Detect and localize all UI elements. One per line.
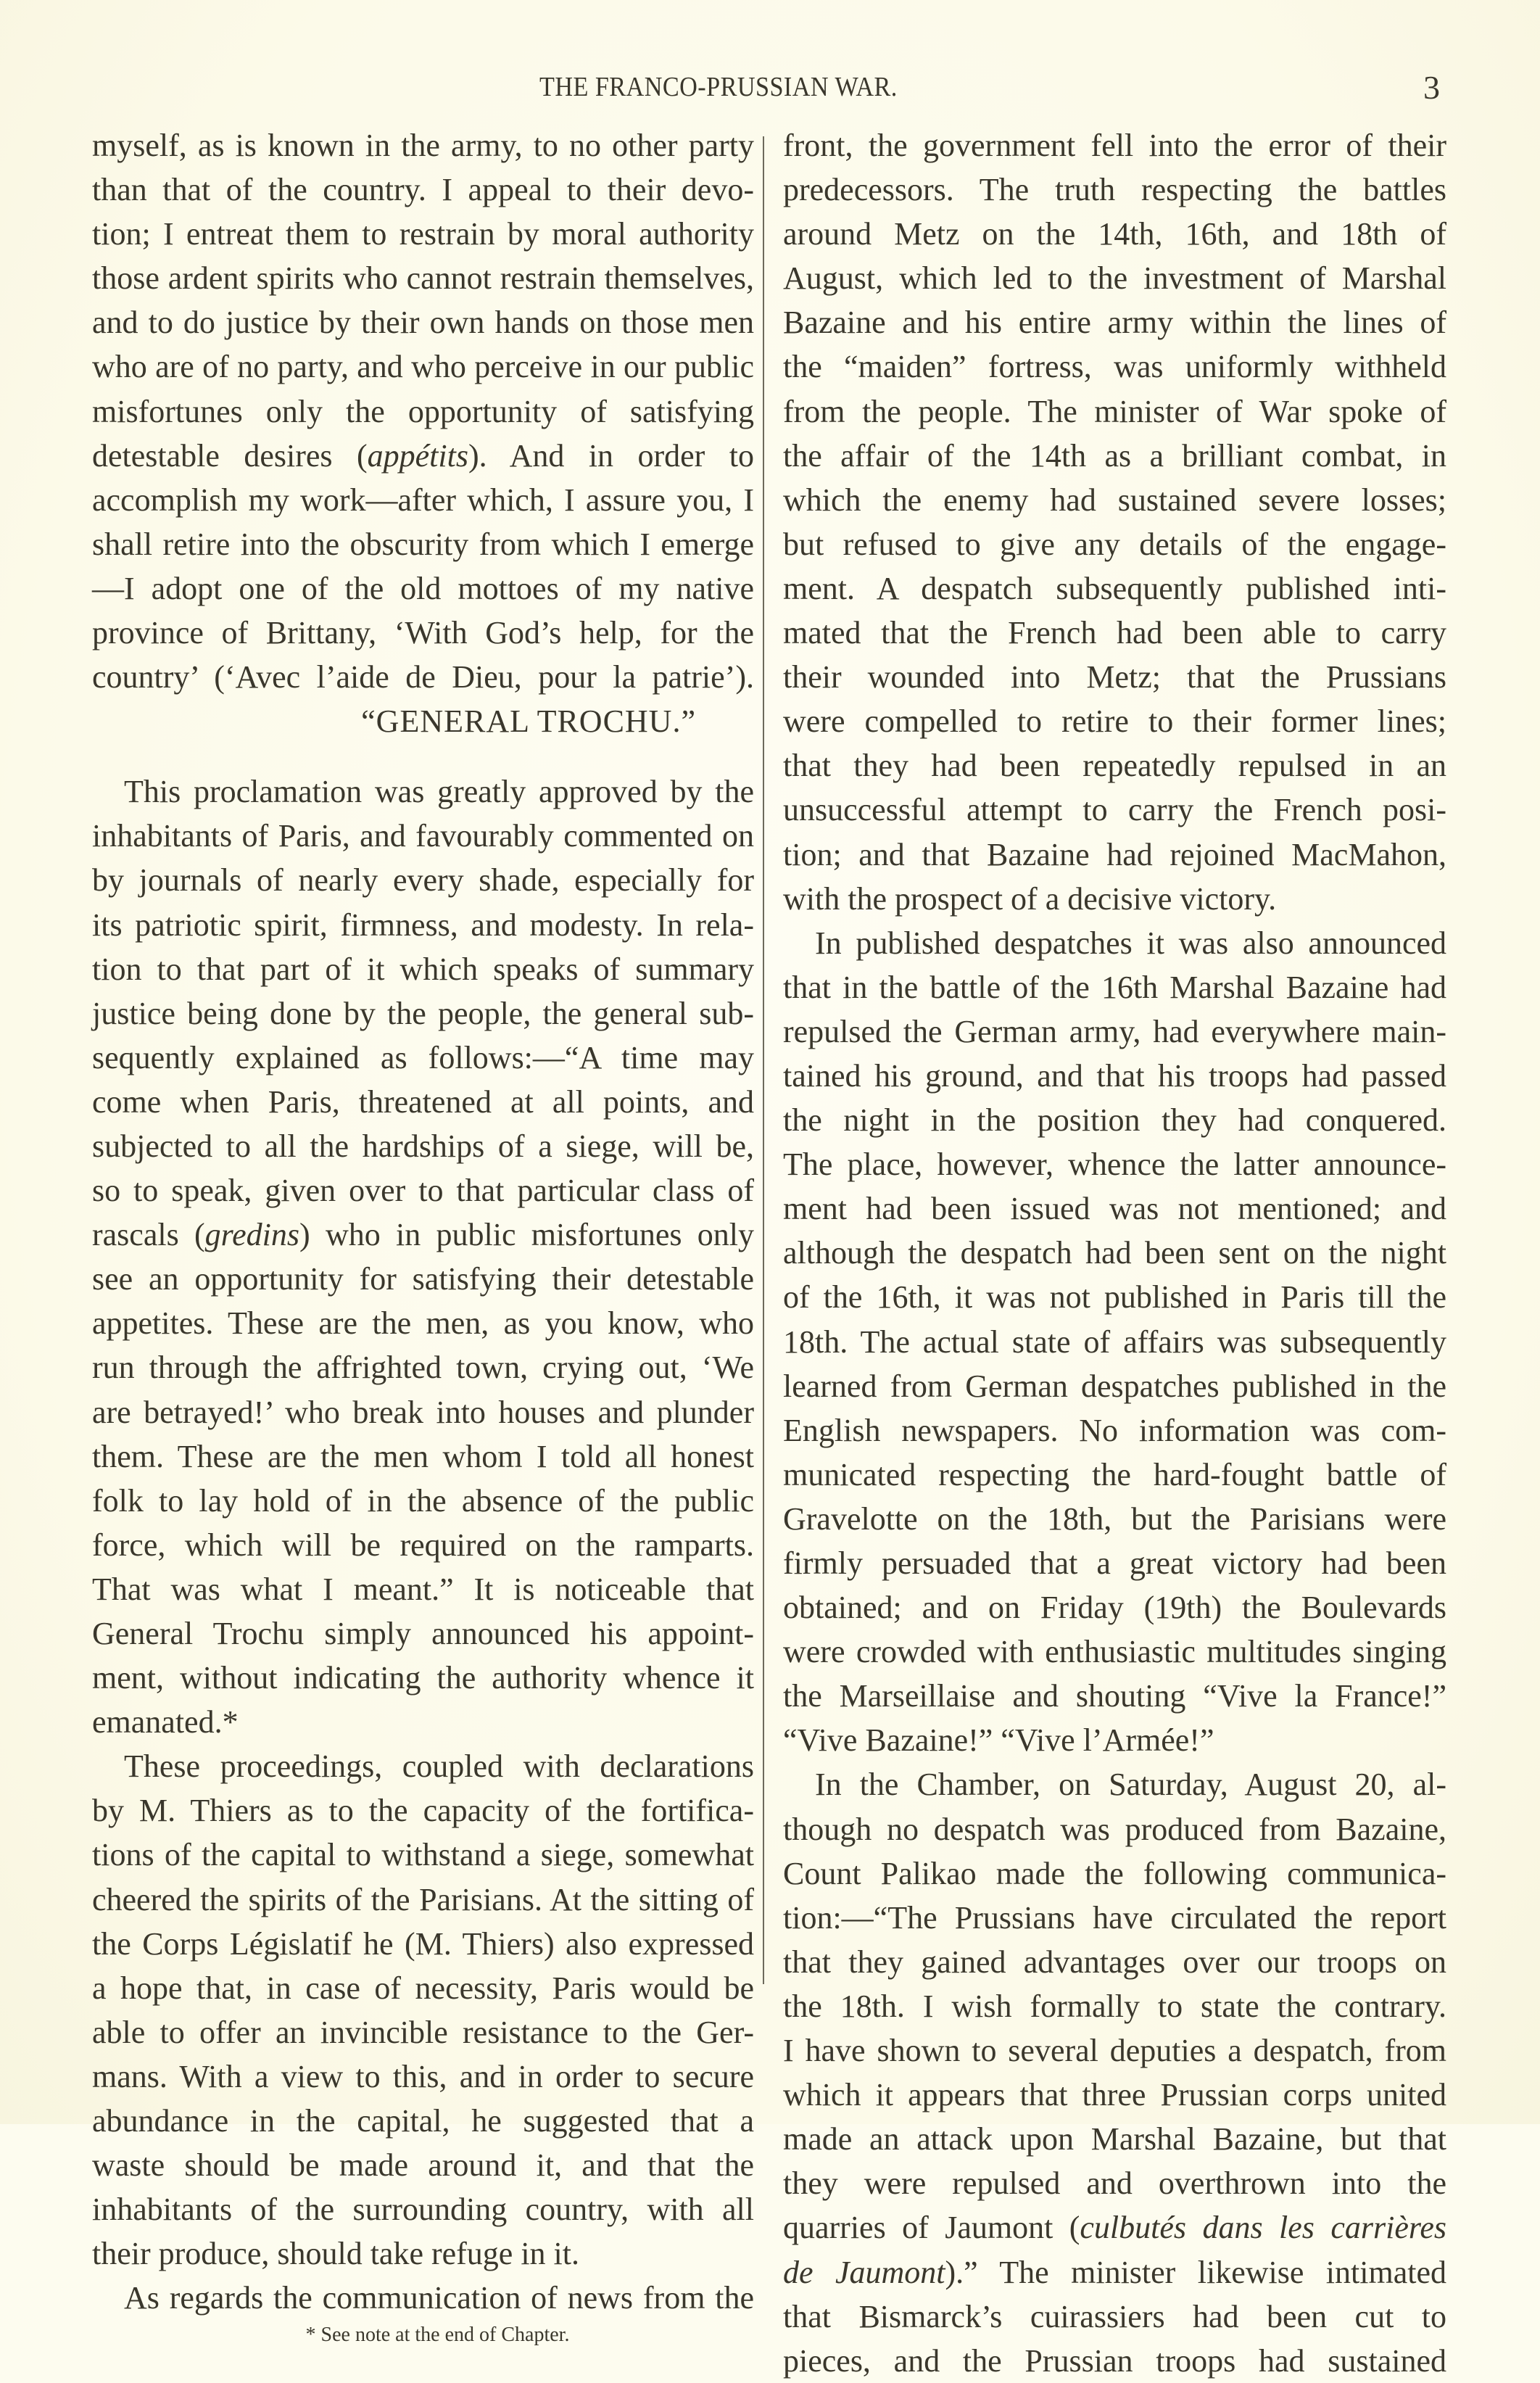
text-line: are betrayed!’ who break into houses and plunder	[92, 1394, 754, 1430]
text-line: That was what I meant.” It is noticeable that	[92, 1571, 754, 1607]
text-line: pieces, and the Prussian troops had sustained	[783, 2342, 1446, 2379]
text-line: learned from German despatches published in the	[783, 1368, 1446, 1404]
text-line: predecessors. The truth respecting the battles	[783, 172, 1446, 208]
text-line: firmly persuaded that a great victory had been	[783, 1545, 1446, 1581]
text-line: shall retire into the obscurity from which I emerge	[92, 526, 754, 562]
text-line: than that of the country. I appeal to their devo-	[92, 172, 754, 208]
italic-french-phrase: culbutés dans les carrières	[1080, 2210, 1446, 2246]
text-line: country’ (‘Avec l’aide de Dieu, pour la patrie’).	[92, 659, 754, 695]
text-line: their wounded into Metz; that the Prussians	[783, 659, 1446, 695]
text-line: mans. With a view to this, and in order to secure	[92, 2058, 754, 2094]
text-line: tained his ground, and that his troops had passed	[783, 1057, 1446, 1094]
footnote: * See note at the end of Chapter.	[305, 2323, 570, 2346]
text-line: abundance in the capital, he suggested that a	[92, 2103, 754, 2139]
text-line: emanated.*	[92, 1704, 239, 1740]
text-line: obtained; and on Friday (19th) the Boulevards	[783, 1590, 1446, 1626]
text-line: folk to lay hold of in the absence of the public	[92, 1482, 754, 1519]
text-line: run through the affrighted town, crying out, ‘We	[92, 1350, 754, 1386]
italic-french-phrase: de Jaumont	[783, 2254, 945, 2290]
text-line: were crowded with enthusiastic multitudes singing	[783, 1634, 1446, 1670]
text-line: I have shown to several deputies a despatch, from	[783, 2033, 1446, 2069]
text-line: General Trochu simply announced his appoint-	[92, 1616, 754, 1651]
text-line: cheered the spirits of the Parisians. At the sitting of	[92, 1881, 754, 1917]
text-line: come when Paris, threatened at all points, and	[92, 1083, 754, 1120]
text-line: The place, however, whence the latter announce-	[783, 1147, 1446, 1183]
text-line: mated that the French had been able to carry	[783, 615, 1446, 651]
text-line: by journals of nearly every shade, especially for	[92, 862, 754, 899]
text-line: although the despatch had been sent on the night	[783, 1235, 1446, 1271]
text-run: detestable desires (	[92, 437, 368, 474]
text-line: subjected to all the hardships of a siege, will be,	[92, 1128, 754, 1164]
text-line: ment, without indicating the authority whence it	[92, 1660, 754, 1696]
text-line: so to speak, given over to that particular class of	[92, 1173, 754, 1209]
text-line: those ardent spirits who cannot restrain themselves,	[92, 260, 754, 297]
text-line: front, the government fell into the error of their	[783, 128, 1446, 163]
text-line: unsuccessful attempt to carry the French posi-	[783, 792, 1446, 828]
text-line: ment had been issued was not mentioned; and	[783, 1191, 1446, 1227]
signature-line: “GENERAL TROCHU.”	[361, 703, 696, 740]
right-column	[783, 123, 1446, 2383]
text-line: the affair of the 14th as a brilliant combat, in	[783, 437, 1446, 474]
text-line: the Corps Législatif he (M. Thiers) also expressed	[92, 1925, 754, 1962]
text-line: force, which will be required on the ramparts.	[92, 1527, 754, 1563]
text-line: Bazaine and his entire army within the lines of	[783, 305, 1446, 341]
text-line: English newspapers. No information was com-	[783, 1412, 1446, 1448]
text-line: misfortunes only the opportunity of satisfying	[92, 393, 754, 429]
text-line: ment. A despatch subsequently published inti-	[783, 570, 1446, 606]
text-line: tion; I entreat them to restrain by moral authority	[92, 216, 754, 252]
text-run: ). And in order to	[468, 437, 754, 474]
text-line: myself, as is known in the army, to no other party	[92, 128, 754, 163]
text-line: province of Brittany, ‘With God’s help, for the	[92, 615, 754, 651]
text-line: they were repulsed and overthrown into the	[783, 2165, 1446, 2202]
text-line: their produce, should take refuge in it.	[92, 2236, 580, 2272]
text-line: them. These are the men whom I told all honest	[92, 1438, 754, 1474]
text-line: and to do justice by their own hands on those men	[92, 305, 754, 341]
paragraph-gap	[92, 753, 754, 769]
text-line: As regards the communication of news from the	[124, 2280, 754, 2316]
text-line: with the prospect of a decisive victory.	[783, 880, 1277, 917]
running-title: THE FRANCO-PRUSSIAN WAR.	[539, 72, 898, 102]
text-line: were compelled to retire to their former lines;	[783, 703, 1446, 740]
text-line: a hope that, in case of necessity, Paris would be	[92, 1970, 754, 2006]
text-line: appetites. These are the men, as you know, who	[92, 1305, 754, 1342]
text-run: ) who in public misfortunes only	[299, 1217, 754, 1253]
text-line	[92, 1213, 754, 1257]
text-line: August, which led to the investment of Marshal	[783, 260, 1446, 297]
text-line: the “maiden” fortress, was uniformly withheld	[783, 349, 1446, 385]
text-line: its patriotic spirit, firmness, and modesty. In rela-	[92, 906, 754, 943]
italic-french-term: appétits	[367, 437, 468, 474]
text-line: from the people. The minister of War spoke of	[783, 393, 1446, 429]
text-line: tion; and that Bazaine had rejoined MacMahon,	[783, 836, 1446, 872]
text-line: Count Palikao made the following communica-	[783, 1855, 1446, 1891]
text-line: These proceedings, coupled with declarations	[124, 1748, 754, 1785]
text-line: tions of the capital to withstand a siege, somewhat	[92, 1837, 754, 1873]
text-line: which it appears that three Prussian corps united	[783, 2077, 1446, 2113]
text-line: that they had been repeatedly repulsed in an	[783, 748, 1446, 784]
text-line: by M. Thiers as to the capacity of the fortifica-	[92, 1793, 754, 1829]
text-line: that they gained advantages over our troops on	[783, 1944, 1446, 1980]
text-line: In published despatches it was also announced	[815, 925, 1446, 961]
text-line: justice being done by the people, the general sub-	[92, 995, 754, 1031]
text-run: rascals (	[92, 1217, 205, 1253]
text-line	[783, 2250, 1446, 2295]
text-line: that in the battle of the 16th Marshal Bazaine had	[783, 969, 1446, 1005]
text-line: though no despatch was produced from Bazaine,	[783, 1811, 1446, 1847]
text-line	[92, 434, 754, 478]
text-line: tion to that part of it which speaks of summary	[92, 951, 754, 987]
italic-french-term: gredins	[204, 1217, 300, 1253]
text-line: tion:—“The Prussians have circulated the report	[783, 1899, 1446, 1936]
text-line: municated respecting the hard-fought battle of	[783, 1456, 1446, 1492]
text-line: of the 16th, it was not published in Paris till the	[783, 1279, 1446, 1316]
text-line	[783, 2205, 1446, 2250]
text-line: inhabitants of the surrounding country, with all	[92, 2192, 754, 2228]
text-run: quarries of Jaumont (	[783, 2210, 1080, 2246]
text-line: “Vive Bazaine!” “Vive l’Armée!”	[783, 1722, 1214, 1759]
text-line: 18th. The actual state of affairs was subsequently	[783, 1323, 1446, 1360]
text-line: able to offer an invincible resistance to the Ger-	[92, 2014, 754, 2050]
text-line: around Metz on the 14th, 16th, and 18th of	[783, 216, 1446, 252]
text-line: inhabitants of Paris, and favourably commented on	[92, 818, 754, 854]
text-line: In the Chamber, on Saturday, August 20, al-	[815, 1767, 1446, 1803]
left-column	[92, 123, 754, 2350]
text-line: waste should be made around it, and that the	[92, 2147, 754, 2184]
text-line: accomplish my work—after which, I assure you, I	[92, 482, 754, 518]
text-line: the Marseillaise and shouting “Vive la France!”	[783, 1678, 1446, 1714]
column-divider	[763, 136, 764, 1984]
text-line: see an opportunity for satisfying their detestable	[92, 1261, 754, 1297]
running-head	[0, 71, 1540, 107]
text-line: Gravelotte on the 18th, but the Parisians were	[783, 1500, 1446, 1537]
text-run: ).” The minister likewise intimated	[945, 2254, 1446, 2290]
text-line: made an attack upon Marshal Bazaine, but that	[783, 2121, 1446, 2157]
text-line: sequently explained as follows:—“A time may	[92, 1039, 754, 1075]
text-line: the night in the position they had conquered.	[783, 1102, 1446, 1139]
text-line: repulsed the German army, had everywhere main-	[783, 1013, 1446, 1049]
text-line: who are of no party, and who perceive in our public	[92, 349, 754, 385]
text-line: but refused to give any details of the engage-	[783, 526, 1446, 562]
text-line: This proclamation was greatly approved by the	[124, 774, 754, 810]
text-line: which the enemy had sustained severe losses;	[783, 482, 1446, 518]
text-line: the 18th. I wish formally to state the contrary.	[783, 1988, 1446, 2024]
text-line: —I adopt one of the old mottoes of my native	[92, 570, 754, 606]
text-line: that Bismarck’s cuirassiers had been cut to	[783, 2298, 1446, 2334]
page-number: 3	[1423, 69, 1440, 106]
